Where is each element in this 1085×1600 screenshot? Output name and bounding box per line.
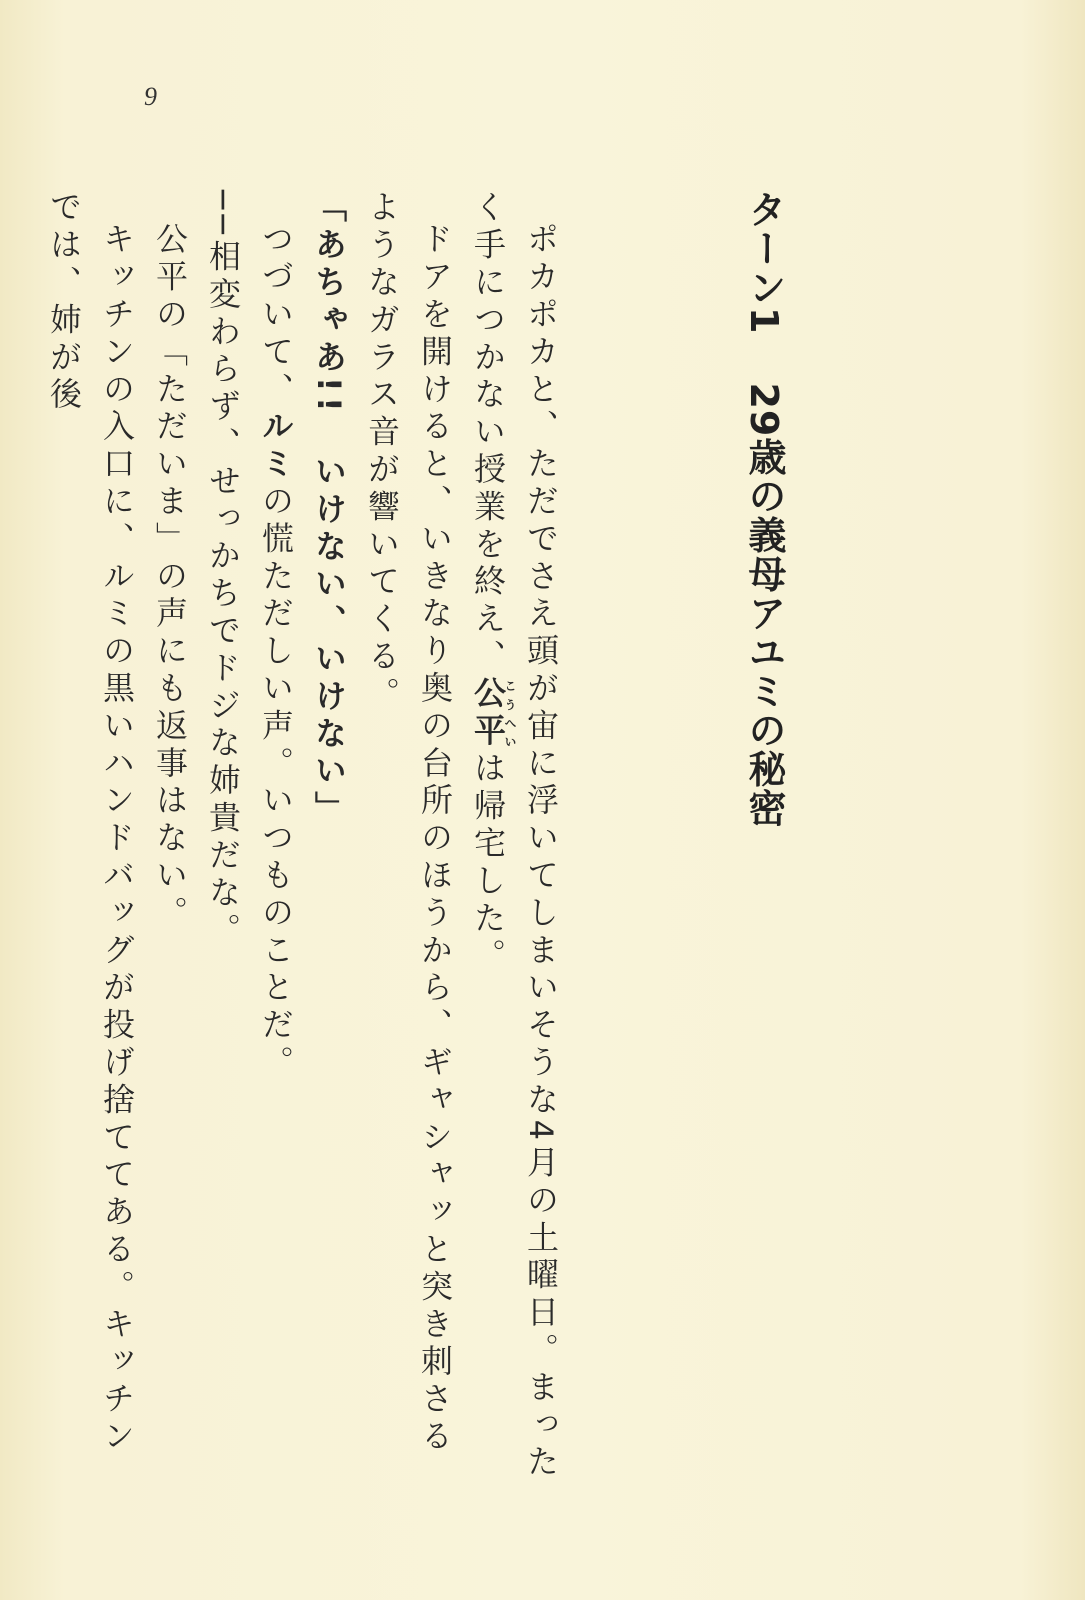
name-kouhei-ruby: こうへい [503,676,517,751]
page-number: 9 [144,82,157,111]
chapter-subtitle: 29歳の義母アユミの秘密 [742,382,786,828]
paragraph-3-dialogue: 「あちゃあ!! いけない、いけない」 [310,190,348,829]
paragraph-4 [249,190,302,1490]
chapter-title [742,190,786,1190]
paragraph-4-text-b: の慌ただしい声。いつものことだ。 [257,483,295,1083]
paragraph-7: キッチンの入口に、ルミの黒いハンドバッグが投げ捨ててある。キッチンでは、姉が後 [45,190,136,1457]
paragraph-4-text-a: つづいて、 [257,222,295,409]
name-kouhei-text: 公平 [469,676,507,752]
paragraph-1-text-b: は帰宅した。 [469,751,507,976]
paragraph-1 [461,190,567,1490]
chapter-label: ターン1 [742,190,786,335]
body-text [37,190,567,1490]
paragraph-6: 公平の「ただいま」の声にも返事はない。 [151,222,189,933]
name-rumi: ルミ [257,409,295,484]
name-kouhei [469,676,517,752]
paragraph-2: ドアを開けると、いきなり奥の台所のほうから、ギャシャッと突き刺さるようなガラス音が響いてくる。 [363,190,454,1457]
paragraph-5-thought: ──相変わらず、せっかちでドジな姉貴だな。 [204,190,242,950]
paragraph-1-text-a: ポカポカと、ただでさえ頭が宙に浮いてしまいそうな4月の土曜日。まったく手につかない授業を終え、 [469,190,560,1482]
